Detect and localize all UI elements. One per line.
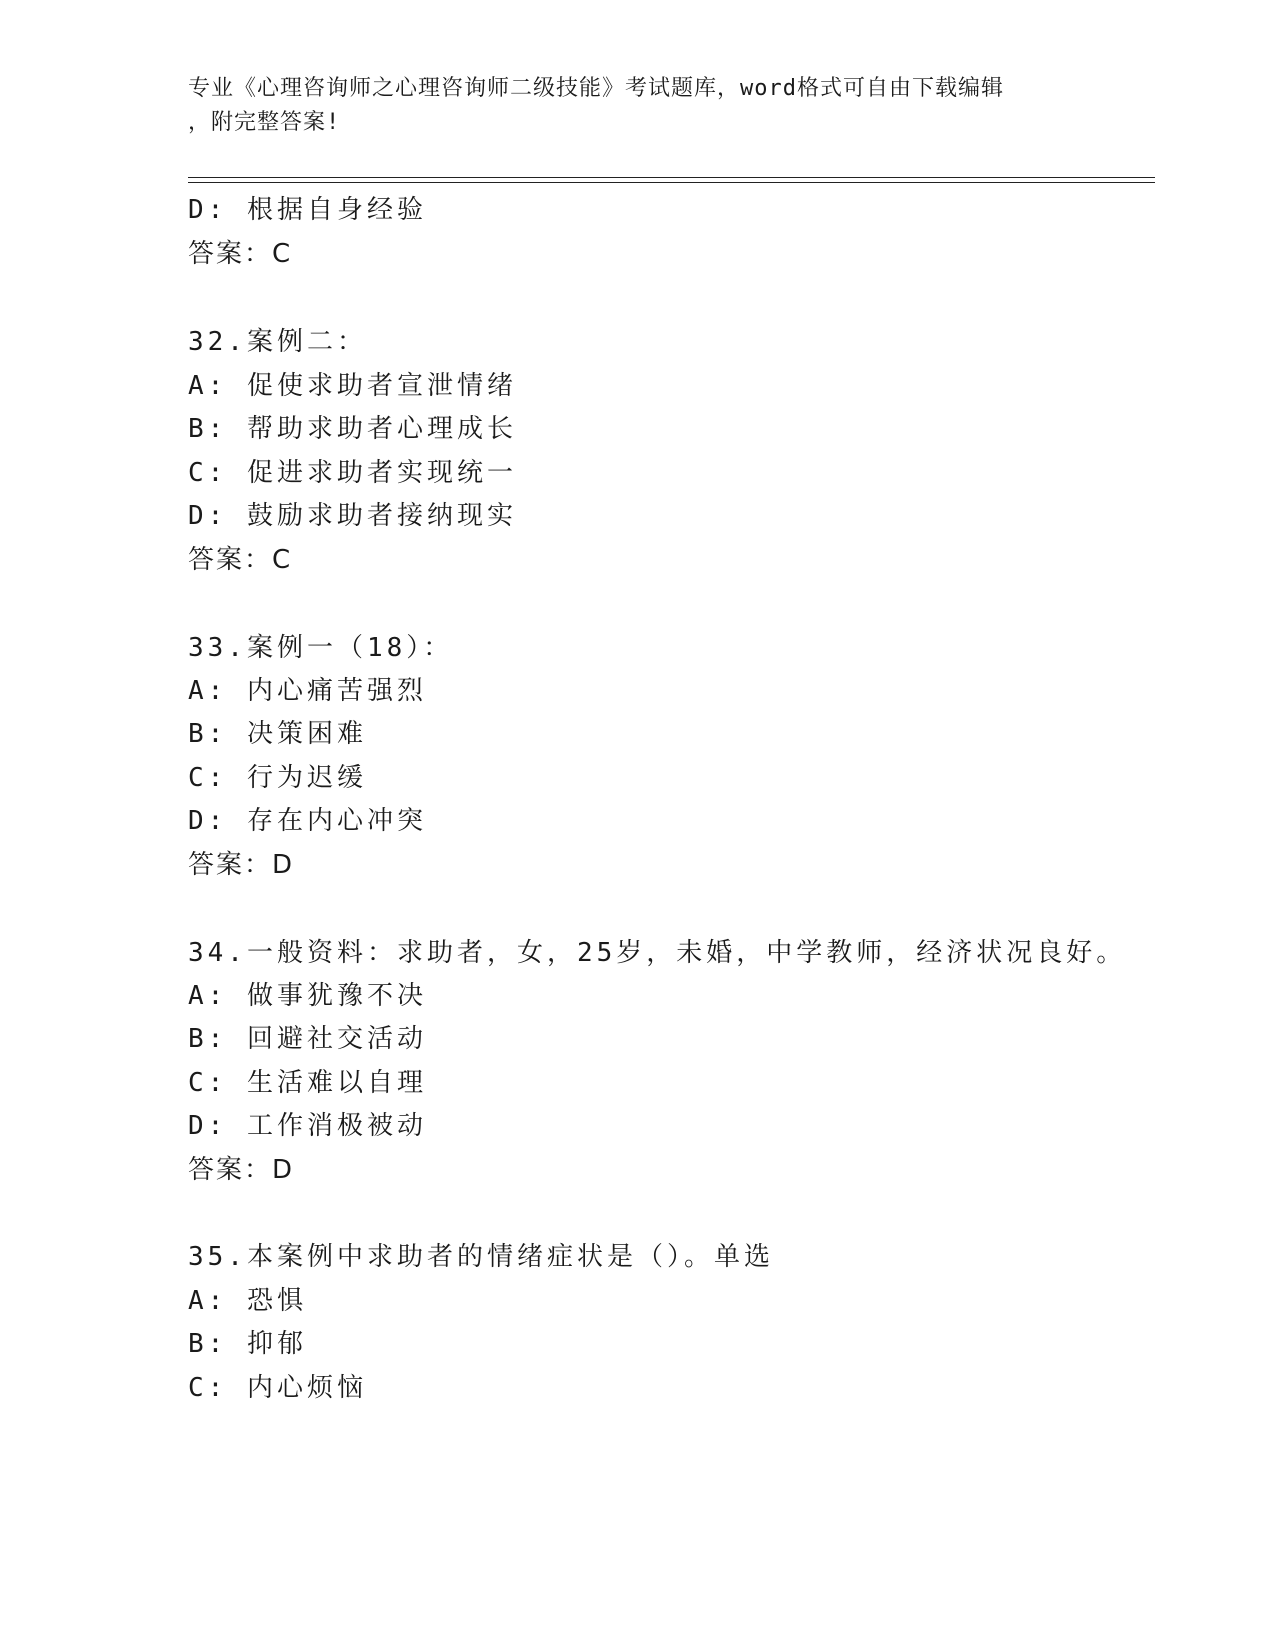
option-line: B: 帮助求助者心理成长 bbox=[188, 414, 517, 444]
question-title: 34.一般资料：求助者，女，25岁，未婚，中学教师，经济状况良好。 bbox=[188, 938, 1127, 968]
document-header bbox=[188, 72, 1068, 140]
answer-line: 答案：C bbox=[188, 545, 293, 575]
header-divider-bottom bbox=[188, 182, 1155, 183]
option-line: D: 存在内心冲突 bbox=[188, 806, 427, 836]
option-line: C: 内心烦恼 bbox=[188, 1373, 367, 1403]
option-line: C: 生活难以自理 bbox=[188, 1068, 427, 1098]
question-title: 35.本案例中求助者的情绪症状是（）。单选 bbox=[188, 1242, 774, 1272]
option-line: C: 行为迟缓 bbox=[188, 763, 367, 793]
option-line: D: 工作消极被动 bbox=[188, 1111, 427, 1141]
option-line: B: 抑郁 bbox=[188, 1329, 307, 1359]
option-line: A: 内心痛苦强烈 bbox=[188, 676, 427, 706]
header-line-2: ，附完整答案! bbox=[188, 110, 341, 135]
option-line: B: 回避社交活动 bbox=[188, 1024, 427, 1054]
question-title: 32.案例二： bbox=[188, 327, 367, 357]
header-divider-top bbox=[188, 177, 1155, 178]
answer-line: 答案：D bbox=[188, 850, 295, 880]
option-line: A: 做事犹豫不决 bbox=[188, 981, 427, 1011]
question-title: 33.案例一（18）： bbox=[188, 633, 454, 663]
option-line: A: 恐惧 bbox=[188, 1286, 307, 1316]
answer-line: 答案：C bbox=[188, 239, 293, 269]
option-line: B: 决策困难 bbox=[188, 719, 367, 749]
option-line: A: 促使求助者宣泄情绪 bbox=[188, 371, 517, 401]
header-line-1: 专业《心理咨询师之心理咨询师二级技能》考试题库，word格式可自由下载编辑 bbox=[188, 76, 1004, 101]
option-line: D: 鼓励求助者接纳现实 bbox=[188, 501, 517, 531]
option-line: D: 根据自身经验 bbox=[188, 195, 427, 225]
option-line: C: 促进求助者实现统一 bbox=[188, 458, 517, 488]
answer-line: 答案：D bbox=[188, 1155, 295, 1185]
